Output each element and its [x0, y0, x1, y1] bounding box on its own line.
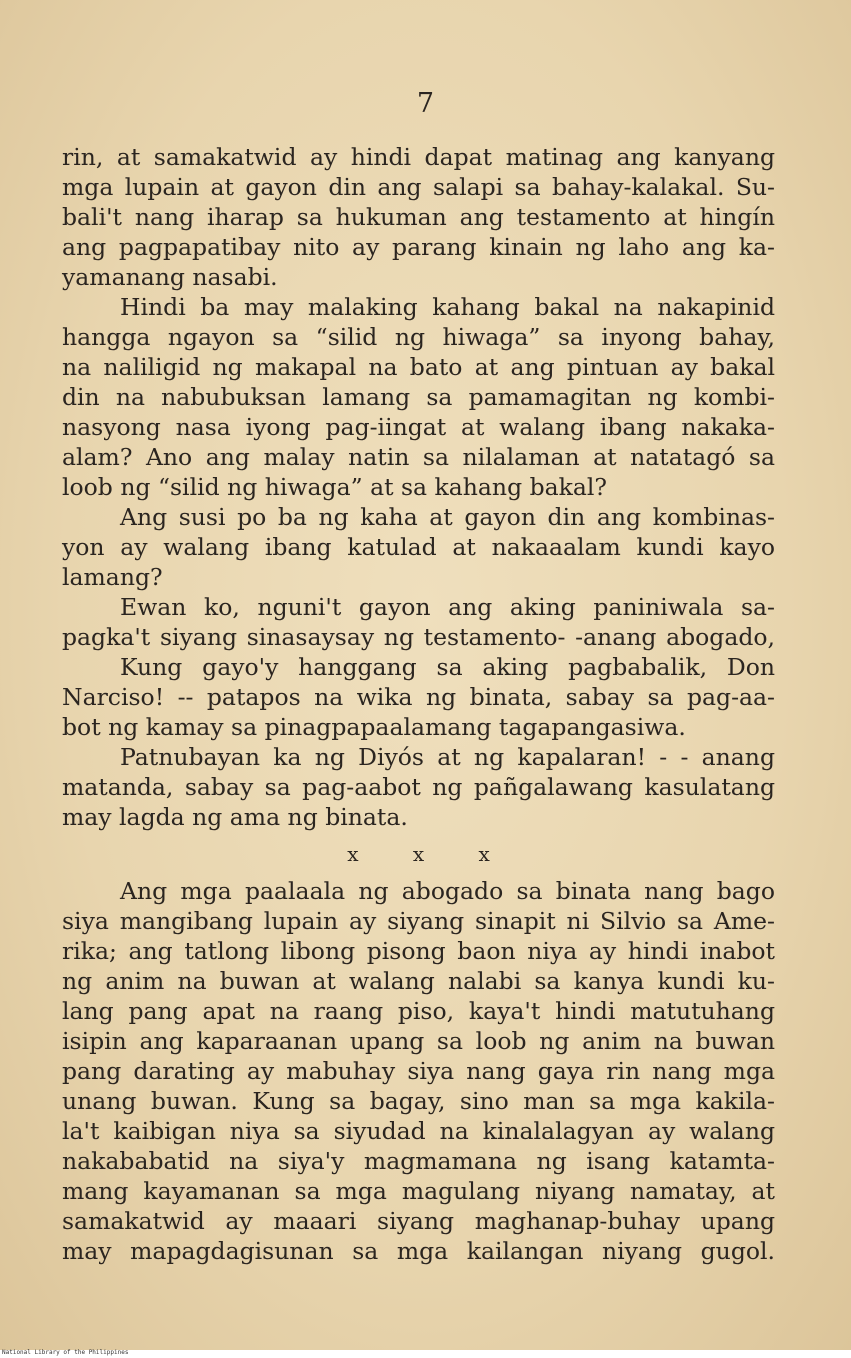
text-line: pang darating ay mabuhay siya nang gaya rin nang mga: [62, 1057, 775, 1085]
text-line: may mapagdagisunan sa mga kailangan niyang gugol.: [62, 1237, 775, 1265]
text-line: unang buwan. Kung sa bagay, sino man sa mga kakila-: [62, 1087, 775, 1115]
text-line: la't kaibigan niya sa siyudad na kinalalagyan ay walang: [62, 1117, 775, 1145]
text-line: Hindi ba may malaking kahang bakal na nakapinid: [120, 293, 775, 321]
text-line: siya mangibang lupain ay siyang sinapit ni Silvio sa Ame-: [62, 907, 775, 935]
text-line: din na nabubuksan lamang sa pamamagitan ng kombi-: [62, 383, 775, 411]
text-line: bali't nang iharap sa hukuman ang testamento at hingín: [62, 203, 775, 231]
text-line: pagka't siyang sinasaysay ng testamento- -anang abogado,: [62, 623, 775, 651]
text-line: Ang mga paalaala ng abogado sa binata nang bago: [120, 877, 775, 905]
text-line: mang kayamanan sa mga magulang niyang namatay, at: [62, 1177, 775, 1205]
text-line: lang pang apat na raang piso, kaya't hindi matutuhang: [62, 997, 775, 1025]
text-line: Patnubayan ka ng Diyós at ng kapalaran! - - anang: [120, 743, 775, 771]
text-line: Ang susi po ba ng kaha at gayon din ang kombinas-: [120, 503, 775, 531]
text-line: lamang?: [62, 563, 163, 591]
text-line: ng anim na buwan at walang nalabi sa kanya kundi ku-: [62, 967, 775, 995]
text-line: nakababatid na siya'y magmamana ng isang katamta-: [62, 1147, 775, 1175]
text-line: yon ay walang ibang katulad at nakaaalam kundi kayo: [62, 533, 775, 561]
text-line: rin, at samakatwid ay hindi dapat matinag ang kanyang: [62, 143, 775, 171]
text-line: may lagda ng ama ng binata.: [62, 803, 408, 831]
page-body-text: [62, 142, 775, 1266]
text-line: matanda, sabay sa pag-aabot ng pañgalawang kasulatang: [62, 773, 775, 801]
text-line: alam? Ano ang malay natin sa nilalaman at natatagó sa: [62, 443, 775, 471]
text-line: Kung gayo'y hanggang sa aking pagbabalik, Don: [120, 653, 775, 681]
footer-bar: [0, 1350, 851, 1358]
page-number: 7: [416, 88, 435, 119]
text-line: na naliligid ng makapal na bato at ang pintuan ay bakal: [62, 353, 775, 381]
text-line: mga lupain at gayon din ang salapi sa bahay-kalakal. Su-: [62, 173, 775, 201]
text-line: Ewan ko, nguni't gayon ang aking paniniwala sa-: [120, 593, 775, 621]
text-line: bot ng kamay sa pinagpapaalamang tagapangasiwa.: [62, 713, 686, 741]
section-separator: x x x: [347, 842, 514, 866]
text-line: loob ng “silid ng hiwaga” at sa kahang bakal?: [62, 473, 607, 501]
text-line: hangga ngayon sa “silid ng hiwaga” sa inyong bahay,: [62, 323, 775, 351]
text-line: samakatwid ay maaari siyang maghanap-buhay upang: [62, 1207, 775, 1235]
text-line: isipin ang kaparaanan upang sa loob ng anim na buwan: [62, 1027, 775, 1055]
text-line: Narciso! -- patapos na wika ng binata, sabay sa pag-aa-: [62, 683, 775, 711]
text-line: rika; ang tatlong libong pisong baon niya ay hindi inabot: [62, 937, 775, 965]
text-line: ang pagpapatibay nito ay parang kinain ng laho ang ka-: [62, 233, 775, 261]
library-credit: National Library of the Philippines: [2, 1349, 129, 1356]
text-line: yamanang nasabi.: [62, 263, 278, 291]
text-line: nasyong nasa iyong pag-iingat at walang ibang nakaka-: [62, 413, 775, 441]
